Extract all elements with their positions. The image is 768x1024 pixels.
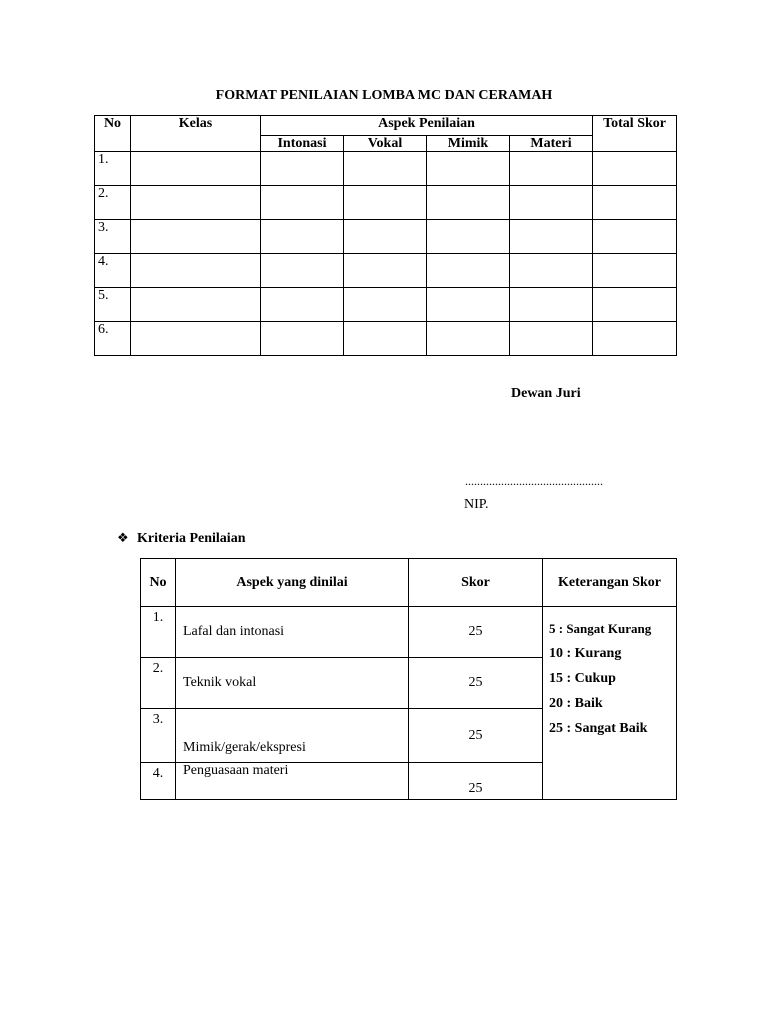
table-row xyxy=(95,186,677,220)
cell-materi[interactable] xyxy=(510,288,593,322)
table-row xyxy=(95,288,677,322)
cell-vokal[interactable] xyxy=(344,288,427,322)
aspek-cell: Penguasaan materi xyxy=(176,763,409,800)
header-kelas: Kelas xyxy=(131,116,261,152)
cell-materi[interactable] xyxy=(510,186,593,220)
header-aspek: Aspek yang dinilai xyxy=(176,559,409,607)
row-number: 1. xyxy=(141,607,176,658)
cell-total[interactable] xyxy=(593,288,677,322)
cell-vokal[interactable] xyxy=(344,152,427,186)
cell-total[interactable] xyxy=(593,220,677,254)
cell-total[interactable] xyxy=(593,186,677,220)
nip-label: NIP. xyxy=(464,497,489,512)
keterangan-line: 20 : Baik xyxy=(549,696,603,711)
cell-vokal[interactable] xyxy=(344,186,427,220)
row-number: 4. xyxy=(95,254,131,288)
table-row xyxy=(95,322,677,356)
keterangan-cell xyxy=(543,607,677,800)
assessment-table xyxy=(94,115,677,356)
kriteria-heading xyxy=(117,531,245,547)
cell-intonasi[interactable] xyxy=(261,220,344,254)
cell-total[interactable] xyxy=(593,152,677,186)
header-intonasi: Intonasi xyxy=(261,136,344,152)
page-title: FORMAT PENILAIAN LOMBA MC DAN CERAMAH xyxy=(215,88,553,103)
cell-total[interactable] xyxy=(593,254,677,288)
dewan-juri-label: Dewan Juri xyxy=(511,386,581,401)
cell-intonasi[interactable] xyxy=(261,288,344,322)
cell-vokal[interactable] xyxy=(344,220,427,254)
cell-vokal[interactable] xyxy=(344,322,427,356)
cell-kelas[interactable] xyxy=(131,220,261,254)
cell-intonasi[interactable] xyxy=(261,152,344,186)
table-row xyxy=(95,152,677,186)
aspek-cell: Mimik/gerak/ekspresi xyxy=(176,709,409,763)
skor-cell: 25 xyxy=(409,709,543,763)
cell-kelas[interactable] xyxy=(131,322,261,356)
cell-materi[interactable] xyxy=(510,220,593,254)
keterangan-line: 15 : Cukup xyxy=(549,671,616,686)
cell-mimik[interactable] xyxy=(427,186,510,220)
skor-cell: 25 xyxy=(409,607,543,658)
row-number: 3. xyxy=(141,709,176,763)
aspek-cell: Lafal dan intonasi xyxy=(176,607,409,658)
kriteria-table xyxy=(140,558,677,800)
row-number: 1. xyxy=(95,152,131,186)
header-materi: Materi xyxy=(510,136,593,152)
cell-mimik[interactable] xyxy=(427,152,510,186)
header-mimik: Mimik xyxy=(427,136,510,152)
row-number: 5. xyxy=(95,288,131,322)
cell-kelas[interactable] xyxy=(131,254,261,288)
cell-mimik[interactable] xyxy=(427,288,510,322)
header-keterangan: Keterangan Skor xyxy=(543,559,677,607)
table-row xyxy=(141,607,677,658)
keterangan-line: 25 : Sangat Baik xyxy=(549,721,648,736)
skor-cell: 25 xyxy=(409,763,543,800)
aspek-cell: Teknik vokal xyxy=(176,658,409,709)
cell-intonasi[interactable] xyxy=(261,254,344,288)
header-skor: Skor xyxy=(409,559,543,607)
header-total-skor: Total Skor xyxy=(593,116,677,152)
cell-materi[interactable] xyxy=(510,152,593,186)
signature-line: .............................................. xyxy=(465,474,603,488)
cell-intonasi[interactable] xyxy=(261,186,344,220)
cell-materi[interactable] xyxy=(510,322,593,356)
cell-kelas[interactable] xyxy=(131,288,261,322)
diamond-bullet-icon: ❖ xyxy=(117,531,129,546)
kriteria-heading-text: Kriteria Penilaian xyxy=(137,531,246,546)
cell-materi[interactable] xyxy=(510,254,593,288)
row-number: 3. xyxy=(95,220,131,254)
header-no: No xyxy=(141,559,176,607)
table-row xyxy=(95,220,677,254)
row-number: 2. xyxy=(95,186,131,220)
header-vokal: Vokal xyxy=(344,136,427,152)
cell-mimik[interactable] xyxy=(427,254,510,288)
table-row xyxy=(95,254,677,288)
cell-intonasi[interactable] xyxy=(261,322,344,356)
row-number: 6. xyxy=(95,322,131,356)
row-number: 4. xyxy=(141,763,176,800)
keterangan-line: 5 : Sangat Kurang xyxy=(549,621,652,636)
cell-mimik[interactable] xyxy=(427,322,510,356)
header-aspek-penilaian: Aspek Penilaian xyxy=(261,116,593,136)
cell-kelas[interactable] xyxy=(131,152,261,186)
row-number: 2. xyxy=(141,658,176,709)
skor-cell: 25 xyxy=(409,658,543,709)
cell-total[interactable] xyxy=(593,322,677,356)
cell-vokal[interactable] xyxy=(344,254,427,288)
cell-kelas[interactable] xyxy=(131,186,261,220)
keterangan-line: 10 : Kurang xyxy=(549,646,622,661)
header-no: No xyxy=(95,116,131,152)
cell-mimik[interactable] xyxy=(427,220,510,254)
